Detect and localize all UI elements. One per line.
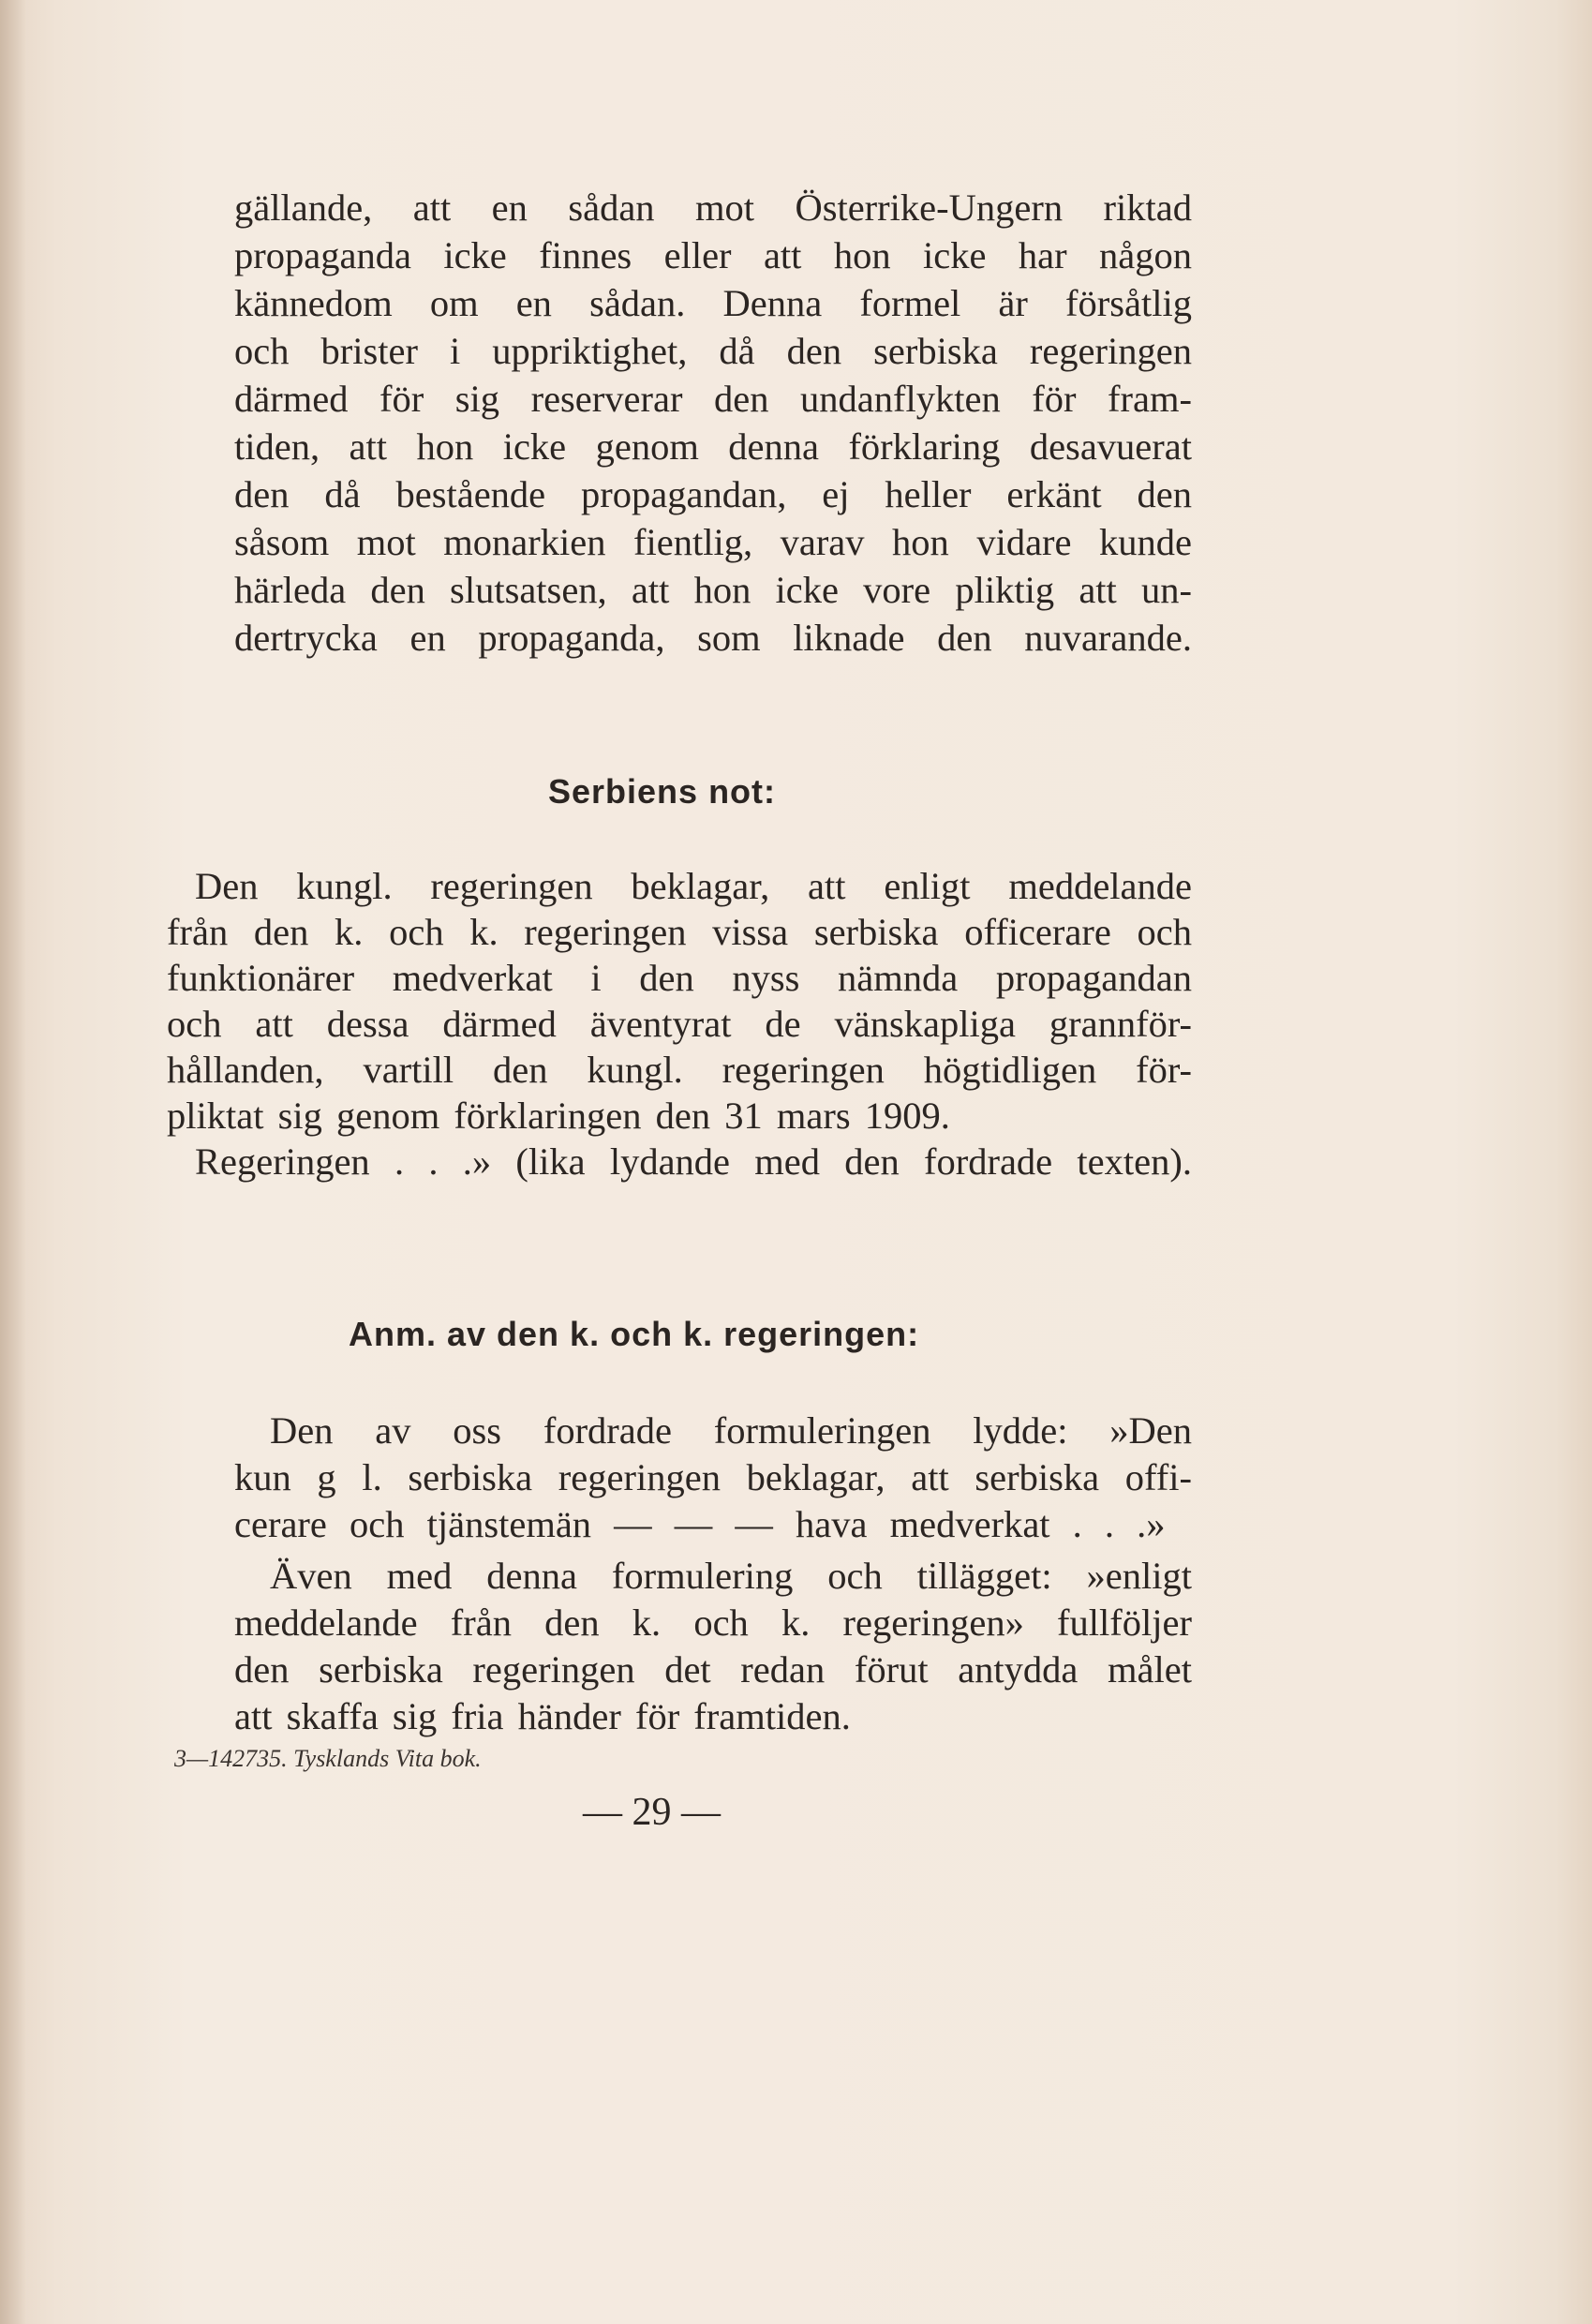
page-number: — 29 — — [583, 1791, 721, 1834]
paragraph-3-line-3: cerare och tjänstemän — — — hava medverkat . . .» — [234, 1503, 1166, 1545]
paragraph-1-line-1: gällande, att en sådan mot Österrike-Ungern riktad — [234, 186, 1192, 229]
paragraph-1-line-7: den då bestående propagandan, ej heller erkänt den — [234, 473, 1192, 515]
spine-shadow — [0, 0, 26, 2324]
heading-serbiens-not: Serbiens not: — [548, 772, 777, 811]
paragraph-1 — [234, 184, 1192, 680]
paragraph-4-line-3: den serbiska regeringen det redan förut antydda målet — [234, 1648, 1192, 1691]
paragraph-4-line-2: meddelande från den k. och k. regeringen» fullföljer — [234, 1601, 1192, 1644]
paragraph-2-line-5: hållanden, vartill den kungl. regeringen högtidligen för- — [167, 1049, 1192, 1091]
paragraph-1-line-5: därmed för sig reserverar den undanflykten för fram- — [234, 378, 1192, 420]
paragraph-2-line-6: pliktat sig genom förklaringen den 31 mars 1909. — [167, 1095, 950, 1137]
paragraph-2-line-1: Den kungl. regeringen beklagar, att enligt meddelande — [195, 865, 1192, 907]
paragraph-2-line-2: från den k. och k. regeringen vissa serbiska officerare och — [167, 911, 1192, 953]
paragraph-3 — [234, 1407, 1192, 1557]
paragraph-3-line-1: Den av oss fordrade formuleringen lydde: »Den — [270, 1409, 1192, 1452]
paragraph-3-line-2: kun g l. serbiska regeringen beklagar, att serbiska offi- — [234, 1456, 1192, 1498]
footnote-signature: 3—142735. Tysklands Vita bok. — [174, 1745, 482, 1772]
paragraph-4 — [234, 1552, 1192, 1749]
paragraph-1-line-2: propaganda icke finnes eller att hon icke har någon — [234, 234, 1192, 276]
paragraph-2-line-7: Regeringen . . .» (lika lydande med den fordrade texten). — [195, 1140, 1192, 1183]
paragraph-1-line-9: härleda den slutsatsen, att hon icke vore pliktig att un- — [234, 569, 1192, 611]
paragraph-1-line-4: och brister i uppriktighet, då den serbiska regeringen — [234, 330, 1192, 372]
heading-anmarkning: Anm. av den k. och k. regeringen: — [349, 1315, 920, 1353]
paragraph-2 — [167, 862, 1192, 1209]
paragraph-1-line-10: dertrycka en propaganda, som liknade den nuvarande. — [234, 617, 1192, 659]
paragraph-1-line-8: såsom mot monarkien fientlig, varav hon vidare kunde — [234, 521, 1192, 563]
paragraph-4-line-4: att skaffa sig fria händer för framtiden. — [234, 1695, 851, 1737]
paragraph-4-line-1: Även med denna formulering och tillägget: »enligt — [270, 1555, 1192, 1597]
paragraph-2-line-3: funktionärer medverkat i den nyss nämnda propagandan — [167, 957, 1192, 999]
paragraph-1-line-3: kännedom om en sådan. Denna formel är försåtlig — [234, 282, 1192, 324]
paragraph-2-line-4: och att dessa därmed äventyrat de vänskapliga grannför- — [167, 1003, 1192, 1045]
paragraph-1-line-6: tiden, att hon icke genom denna förklaring desavuerat — [234, 425, 1192, 468]
